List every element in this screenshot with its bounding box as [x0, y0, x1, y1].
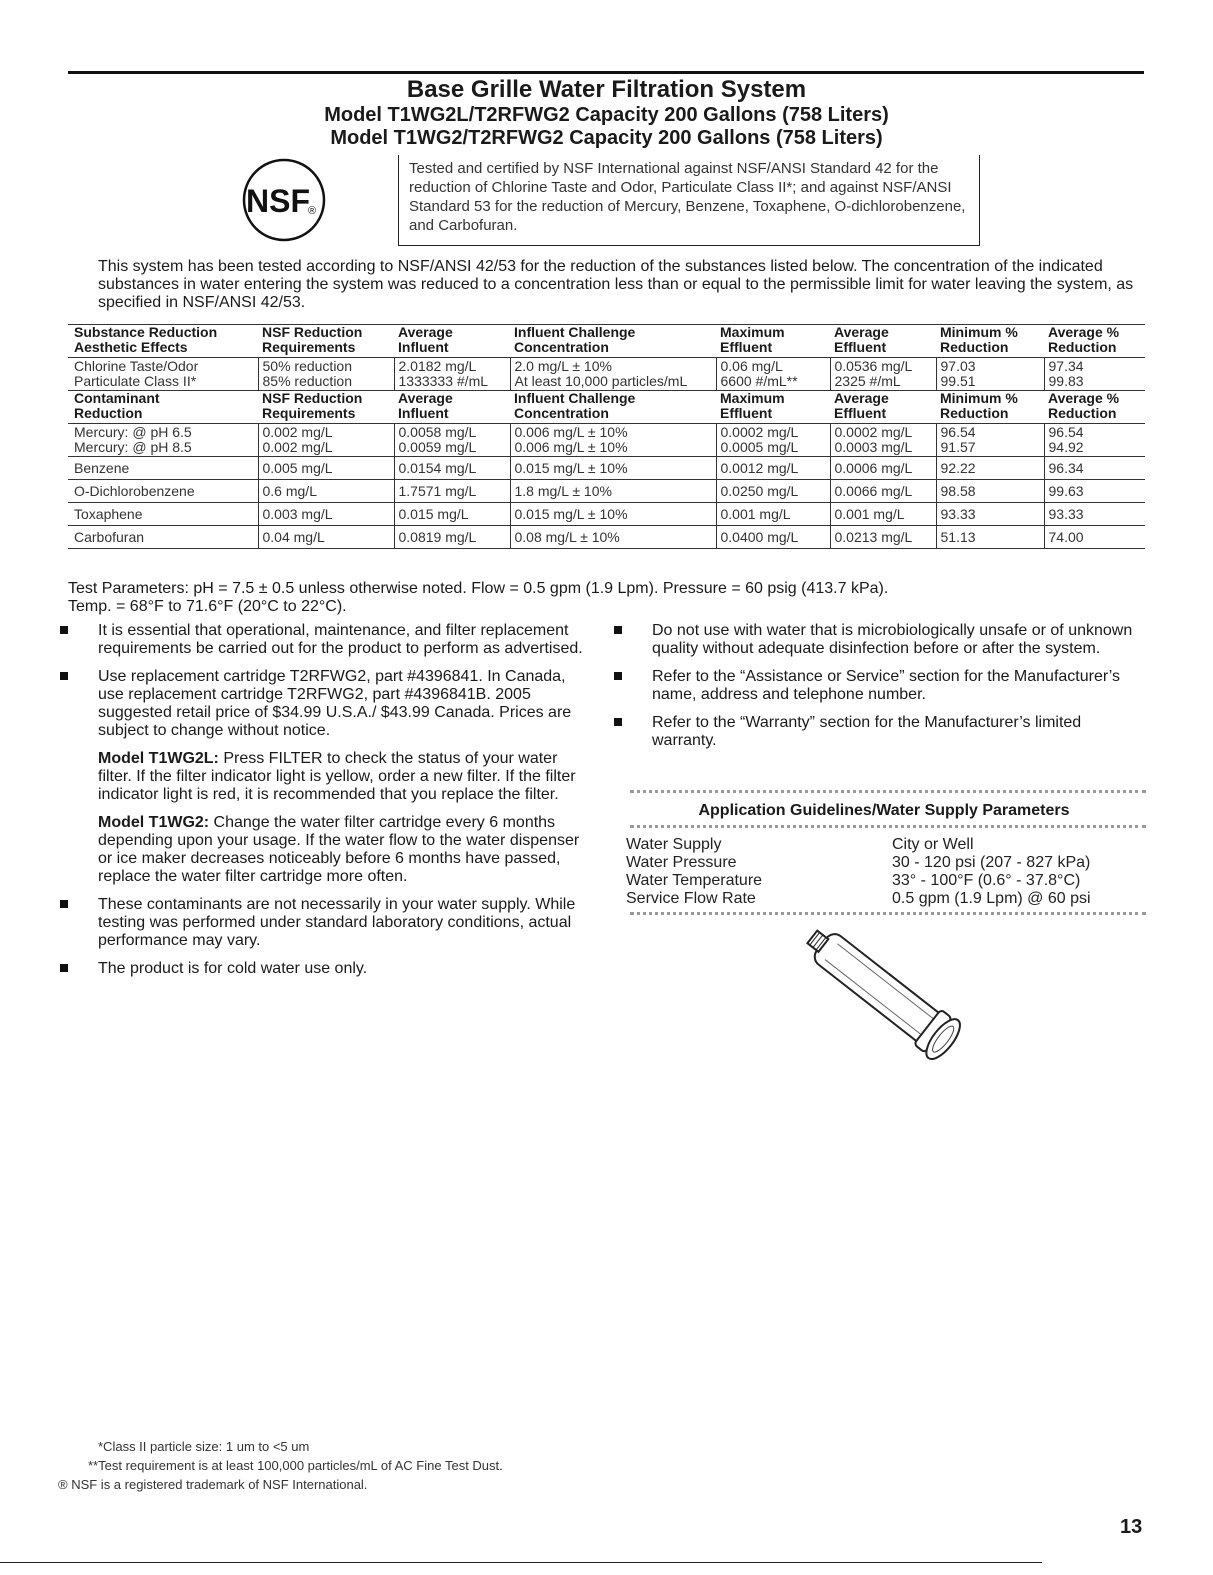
model-line-1: Model T1WG2L/T2RFWG2 Capacity 200 Gallons (758 Liters) [324, 104, 889, 126]
bullet-assistance [614, 668, 1148, 704]
dotted-divider [630, 912, 1146, 919]
bullet-replacement-cartridge [60, 668, 590, 740]
table-cell-line: 97.03 [940, 358, 976, 374]
model-t1wg2l-label: Model T1WG2L: [98, 750, 219, 767]
table-cell-line: NSF Reduction [262, 390, 363, 406]
table-cell-line: Requirements [262, 339, 356, 355]
table-cell [394, 424, 510, 457]
table-cell-line: 0.002 mg/L [262, 424, 333, 440]
table-cell [716, 503, 830, 526]
table-cell [830, 480, 936, 503]
application-guidelines [622, 786, 1146, 923]
table-cell-line: 96.54 [1048, 424, 1084, 440]
filter-cartridge-icon [788, 920, 988, 1072]
application-title: Application Guidelines/Water Supply Parameters [698, 802, 1070, 819]
table-cell-line: 99.63 [1048, 483, 1084, 499]
page-number: 13 [1120, 1516, 1143, 1538]
table-cell-line: Carbofuran [74, 529, 145, 545]
nsf-logo-icon [228, 158, 340, 242]
table-cell [510, 526, 716, 549]
table-cell-line: 1333333 #/mL [398, 373, 489, 389]
substance-reduction-table [68, 324, 1145, 549]
table-cell-line: Reduction [1048, 405, 1117, 421]
param-value: 33° - 100°F (0.6° - 37.8°C) [892, 872, 1081, 889]
table-cell [936, 503, 1044, 526]
footnote-test-requirement: **Test requirement is at least 100,000 particles/mL of AC Fine Test Dust. [88, 1458, 503, 1473]
table-cell-line: Requirements [262, 405, 356, 421]
bullet-warranty [614, 714, 1148, 750]
bullet-contaminants [60, 896, 590, 950]
table-cell [1044, 480, 1145, 503]
table-cell [936, 480, 1044, 503]
table-row [622, 872, 1146, 890]
table-cell-line: 2325 #/mL [834, 373, 901, 389]
bullet-text: Refer to the “Warranty” section for the Manufacturer’s limited warranty. [652, 714, 1082, 749]
table-row [622, 890, 1146, 908]
table-cell-line: Minimum % [940, 324, 1018, 340]
table-cell-line: 0.006 mg/L ± 10% [514, 424, 628, 440]
table-cell [68, 424, 258, 457]
table-cell-line: 6600 #/mL** [720, 373, 798, 389]
table-cell-line: Influent Challenge [514, 390, 636, 406]
table-header-cell [510, 391, 716, 424]
table-cell-line: 0.0059 mg/L [398, 439, 477, 455]
table-cell-line: Aesthetic Effects [74, 339, 188, 355]
table-header-cell [936, 391, 1044, 424]
table-cell-line: 0.0250 mg/L [720, 483, 799, 499]
table-cell [936, 424, 1044, 457]
test-parameters-line-2: Temp. = 68°F to 71.6°F (20°C to 22°C). [68, 598, 347, 615]
bullet-requirements [60, 622, 590, 658]
bullet-square-icon [614, 672, 622, 680]
table-cell-line: Influent Challenge [514, 324, 636, 340]
param-value: City or Well [892, 836, 974, 853]
table-row [68, 391, 1145, 424]
nsf-logo-mark: ® [307, 205, 317, 217]
table-cell [1044, 503, 1145, 526]
table-row [622, 854, 1146, 872]
table-cell-line: Concentration [514, 339, 609, 355]
footnote-class-ii: *Class II particle size: 1 um to <5 um [98, 1439, 310, 1454]
model-t1wg2-note [60, 814, 590, 886]
param-label: Water Temperature [626, 872, 763, 889]
table-cell-line: Reduction [74, 405, 143, 421]
table-cell-line: Minimum % [940, 390, 1018, 406]
table-row [68, 480, 1145, 503]
table-cell-line: 1.8 mg/L ± 10% [514, 483, 612, 499]
table-cell-line: 0.0058 mg/L [398, 424, 477, 440]
table-cell-line: 96.34 [1048, 460, 1084, 476]
table-header-cell [936, 325, 1044, 358]
table-cell [936, 358, 1044, 391]
table-header-cell [716, 325, 830, 358]
table-cell-line: At least 10,000 particles/mL [514, 373, 688, 389]
table-cell [258, 480, 394, 503]
table-cell [830, 457, 936, 480]
table-cell [394, 358, 510, 391]
param-label: Water Pressure [626, 854, 737, 871]
table-cell-line: Effluent [834, 405, 887, 421]
table-cell-line: 0.0003 mg/L [834, 439, 913, 455]
table-cell-line: 50% reduction [262, 358, 353, 374]
title-block [0, 76, 1213, 150]
bullet-text: These contaminants are not necessarily in your water supply. While testing was performed under standard laboratory conditions, actual performance may vary. [98, 896, 576, 949]
table-header-cell [1044, 325, 1145, 358]
table-cell-line: 0.0005 mg/L [720, 439, 799, 455]
table-cell-line: 0.0154 mg/L [398, 460, 477, 476]
table-row [68, 358, 1145, 391]
table-cell [716, 526, 830, 549]
table-cell [394, 503, 510, 526]
table-header-cell [830, 325, 936, 358]
table-cell-line: 96.54 [940, 424, 976, 440]
table-cell-line: Reduction [940, 339, 1009, 355]
table-cell-line: 0.6 mg/L [262, 483, 317, 499]
table-header-cell [394, 325, 510, 358]
param-value: 30 - 120 psi (207 - 827 kPa) [892, 854, 1091, 871]
table-cell [394, 526, 510, 549]
table-cell [1044, 358, 1145, 391]
table-cell-line: Effluent [720, 339, 773, 355]
table-cell-line: 99.83 [1048, 373, 1084, 389]
table-header-cell [394, 391, 510, 424]
table-cell [394, 480, 510, 503]
model-t1wg2-text: Change the water filter cartridge every 6 months depending upon your usage. If the water flow to the water dispenser or ice maker decreases noticeably before 6 months have passed, replace the water filter cartridge more often. [98, 814, 580, 885]
bullet-square-icon [614, 626, 622, 634]
table-cell [68, 503, 258, 526]
table-cell [68, 480, 258, 503]
table-cell-line: Concentration [514, 405, 609, 421]
table-cell-line: 0.003 mg/L [262, 506, 333, 522]
table-cell-line: 0.0213 mg/L [834, 529, 913, 545]
table-cell-line: Influent [398, 339, 449, 355]
table-cell-line: Average [834, 390, 889, 406]
table-cell [258, 424, 394, 457]
table-cell [510, 480, 716, 503]
table-cell [68, 526, 258, 549]
bullet-text: It is essential that operational, maintenance, and filter replacement requirements be carried out for the product to perform as advertised. [98, 622, 583, 657]
table-cell [1044, 457, 1145, 480]
table-cell [258, 358, 394, 391]
table-cell-line: 94.92 [1048, 439, 1084, 455]
table-header-cell [68, 325, 258, 358]
table-cell-line: 0.0002 mg/L [834, 424, 913, 440]
dotted-divider [630, 825, 1146, 832]
table-cell-line: 2.0 mg/L ± 10% [514, 358, 612, 374]
table-cell-line: Average [398, 390, 453, 406]
bullet-text: Refer to the “Assistance or Service” section for the Manufacturer’s name, address and telephone number. [652, 668, 1121, 703]
table-cell [830, 424, 936, 457]
table-cell [394, 457, 510, 480]
table-cell-line: Maximum [720, 390, 785, 406]
model-t1wg2l-text: Press FILTER to check the status of your water filter. If the filter indicator light is yellow, order a new filter. If the filter indicator light is red, it is recommended that you replace the filter. [98, 750, 576, 803]
table-cell [510, 424, 716, 457]
table-header-cell [510, 325, 716, 358]
bullet-square-icon [60, 900, 68, 908]
table-cell-line: 0.08 mg/L ± 10% [514, 529, 620, 545]
table-cell-line: Average [834, 324, 889, 340]
model-t1wg2l-note [60, 750, 590, 804]
table-cell-line: 0.0006 mg/L [834, 460, 913, 476]
table-cell-line: Average [398, 324, 453, 340]
table-cell [510, 358, 716, 391]
table-cell-line: 85% reduction [262, 373, 353, 389]
footnotes [58, 1437, 503, 1494]
param-label: Service Flow Rate [626, 890, 756, 907]
model-line-2: Model T1WG2/T2RFWG2 Capacity 200 Gallons (758 Liters) [330, 127, 883, 149]
table-cell-line: Toxaphene [74, 506, 143, 522]
table-cell-line: Reduction [940, 405, 1009, 421]
table-cell-line: 0.006 mg/L ± 10% [514, 439, 628, 455]
table-cell-line: Contaminant [74, 390, 160, 406]
table-row [68, 325, 1145, 358]
table-cell-line: 0.04 mg/L [262, 529, 325, 545]
model-t1wg2-label: Model T1WG2: [98, 814, 210, 831]
table-header-cell [258, 391, 394, 424]
table-cell-line: NSF Reduction [262, 324, 363, 340]
table-cell [1044, 424, 1145, 457]
table-cell-line: Maximum [720, 324, 785, 340]
table-row [622, 836, 1146, 854]
bullet-square-icon [60, 964, 68, 972]
table-cell [258, 503, 394, 526]
table-cell-line: 0.06 mg/L [720, 358, 783, 374]
table-cell-line: Benzene [74, 460, 130, 476]
bottom-rule [0, 1562, 1042, 1563]
table-cell [1044, 526, 1145, 549]
certification-box: Tested and certified by NSF International against NSF/ANSI Standard 42 for the reduction of Chlorine Taste and Odor, Particulate Class II*; and against NSF/ANSI Standard 53 for the reduction of Mercury, Benzene, Toxaphene, O-dichlorobenzene, and Carbofuran. [398, 155, 980, 246]
dotted-divider [630, 790, 1146, 797]
table-cell [716, 457, 830, 480]
table-cell-line: 1.7571 mg/L [398, 483, 477, 499]
table-cell-line: 0.015 mg/L [398, 506, 469, 522]
bullet-text: The product is for cold water use only. [98, 960, 368, 977]
table-row [68, 457, 1145, 480]
footnote-trademark: ® NSF is a registered trademark of NSF International. [58, 1477, 368, 1492]
table-cell-line: 0.002 mg/L [262, 439, 333, 455]
bullet-text: Do not use with water that is microbiologically unsafe or of unknown quality without adequate disinfection before or after the system. [652, 622, 1133, 657]
table-cell [716, 480, 830, 503]
table-cell-line: 0.005 mg/L [262, 460, 333, 476]
table-cell [258, 457, 394, 480]
bullet-square-icon [60, 672, 68, 680]
table-cell-line: 0.0066 mg/L [834, 483, 913, 499]
table-header-cell [830, 391, 936, 424]
table-cell-line: 0.001 mg/L [720, 506, 791, 522]
table-header-cell [1044, 391, 1145, 424]
table-cell-line: 0.0002 mg/L [720, 424, 799, 440]
table-row [68, 503, 1145, 526]
table-cell-line: Average % [1048, 390, 1120, 406]
param-value: 0.5 gpm (1.9 Lpm) @ 60 psi [892, 890, 1091, 907]
table-cell-line: 0.0819 mg/L [398, 529, 477, 545]
bullet-cold-water [60, 960, 590, 978]
table-cell [68, 358, 258, 391]
test-parameters [68, 580, 1148, 616]
table-row [68, 526, 1145, 549]
table-cell-line: Effluent [720, 405, 773, 421]
table-cell-line: Effluent [834, 339, 887, 355]
table-cell-line: Mercury: @ pH 6.5 [74, 424, 192, 440]
table-cell [830, 358, 936, 391]
table-cell-line: 51.13 [940, 529, 976, 545]
table-header-cell [716, 391, 830, 424]
table-cell-line: Influent [398, 405, 449, 421]
table-cell [936, 457, 1044, 480]
application-table [622, 836, 1146, 908]
table-cell-line: Mercury: @ pH 8.5 [74, 439, 192, 455]
table-cell [510, 457, 716, 480]
table-cell-line: 0.0400 mg/L [720, 529, 799, 545]
nsf-logo-text: NSF [246, 183, 310, 219]
bullet-text: Use replacement cartridge T2RFWG2, part #4396841. In Canada, use replacement cartridge T2RFWG2, part #4396841B. 2005 suggested retail price of $34.99 U.S.A./ $43.99 Canada. Prices are subject to change without notice. [98, 668, 572, 739]
table-cell [258, 526, 394, 549]
table-cell [936, 526, 1044, 549]
left-column [60, 622, 590, 988]
bullet-square-icon [60, 626, 68, 634]
table-cell-line: 92.22 [940, 460, 976, 476]
table-cell [830, 503, 936, 526]
page-title: Base Grille Water Filtration System [406, 76, 807, 103]
table-cell-line: 0.0536 mg/L [834, 358, 913, 374]
table-cell [510, 503, 716, 526]
table-cell-line: Chlorine Taste/Odor [74, 358, 199, 374]
bullet-square-icon [614, 718, 622, 726]
table-cell [716, 358, 830, 391]
table-cell-line: 93.33 [1048, 506, 1084, 522]
table-cell-line: Substance Reduction [74, 324, 218, 340]
table-cell-line: 0.001 mg/L [834, 506, 905, 522]
intro-paragraph: This system has been tested according to NSF/ANSI 42/53 for the reduction of the substances listed below. The concentration of the indicated substances in water entering the system was reduced to a concentration less than or equal to the permissible limit for water leaving the system, as specified in NSF/ANSI 42/53. [98, 258, 1134, 311]
table-cell-line: Reduction [1048, 339, 1117, 355]
table-cell-line: 99.51 [940, 373, 976, 389]
table-cell-line: 91.57 [940, 439, 976, 455]
table-cell-line: Particulate Class II* [74, 373, 197, 389]
right-column [614, 622, 1148, 760]
table-cell-line: Average % [1048, 324, 1120, 340]
table-cell-line: 98.58 [940, 483, 976, 499]
table-row [68, 424, 1145, 457]
test-parameters-line-1: Test Parameters: pH = 7.5 ± 0.5 unless otherwise noted. Flow = 0.5 gpm (1.9 Lpm). Pressure = 60 psig (413.7 kPa). [68, 580, 889, 597]
table-cell-line: 93.33 [940, 506, 976, 522]
table-cell [830, 526, 936, 549]
table-cell [68, 457, 258, 480]
table-cell-line: O-Dichlorobenzene [74, 483, 195, 499]
table-cell-line: 0.015 mg/L ± 10% [514, 506, 628, 522]
table-cell-line: 0.015 mg/L ± 10% [514, 460, 628, 476]
table-cell-line: 74.00 [1048, 529, 1084, 545]
table-cell-line: 0.0012 mg/L [720, 460, 799, 476]
table-header-cell [258, 325, 394, 358]
top-rule [68, 71, 1144, 74]
table-cell-line: 2.0182 mg/L [398, 358, 477, 374]
table-cell [716, 424, 830, 457]
table-header-cell [68, 391, 258, 424]
bullet-microbiological [614, 622, 1148, 658]
param-label: Water Supply [626, 836, 722, 853]
table-cell-line: 97.34 [1048, 358, 1084, 374]
